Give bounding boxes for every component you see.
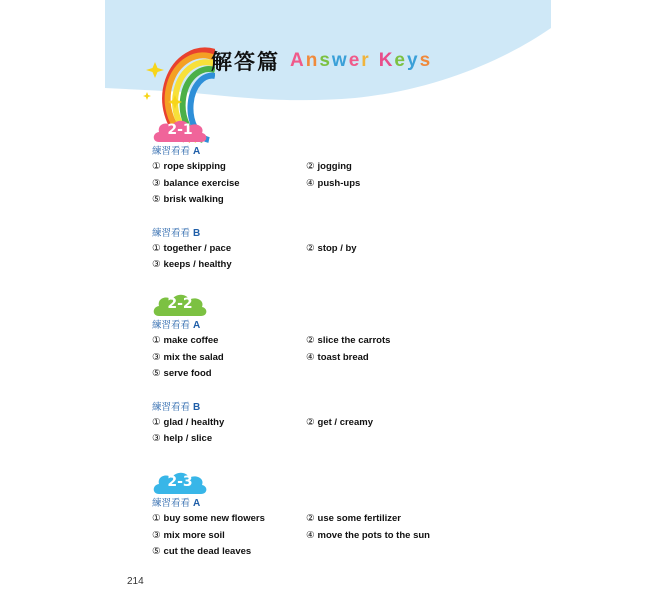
practice-heading	[152, 227, 532, 241]
answer-item	[306, 159, 476, 176]
answer-text: balance exercise	[163, 177, 240, 189]
answer-number: ③	[152, 433, 161, 445]
title-letter: A	[290, 50, 306, 71]
answer-text: keeps / healthy	[163, 259, 232, 271]
answer-number: ②	[306, 416, 315, 428]
practice-heading-letter: A	[193, 498, 201, 509]
answer-text: make coffee	[163, 335, 219, 346]
group-spacer	[152, 383, 532, 400]
answer-text: stop / by	[317, 242, 357, 254]
title-letter	[371, 50, 379, 72]
answer-number: ①	[152, 161, 161, 172]
answer-list	[152, 511, 532, 561]
answer-item	[152, 257, 306, 274]
answer-item	[152, 176, 306, 193]
answer-number: ③	[152, 177, 161, 189]
answer-item	[306, 241, 476, 258]
answer-section	[152, 118, 532, 274]
practice-heading-letter: A	[193, 320, 201, 331]
answer-list	[152, 159, 532, 209]
answer-number: ①	[152, 335, 161, 346]
title-letter: r	[361, 50, 371, 71]
answer-number: ①	[152, 416, 161, 428]
answer-text: rope skipping	[163, 161, 226, 172]
answer-item	[306, 528, 476, 545]
page-number: 214	[127, 576, 144, 587]
answer-number: ⑤	[152, 194, 161, 206]
answer-text: help / slice	[163, 433, 213, 445]
answer-item	[152, 350, 306, 367]
answer-number: ③	[152, 529, 161, 541]
answer-item	[306, 415, 476, 432]
practice-heading	[152, 319, 532, 333]
answer-text: push-ups	[317, 177, 361, 189]
title-letter: n	[305, 50, 320, 71]
section-cloud-badge	[151, 292, 209, 318]
answer-number: ②	[306, 161, 315, 172]
title-letter: w	[331, 50, 349, 71]
title-letter: K	[378, 50, 395, 71]
answer-item	[306, 176, 476, 193]
answer-item	[306, 350, 476, 367]
title-chinese: 解答篇	[211, 50, 280, 74]
answer-item	[152, 544, 306, 561]
answer-text: together / pace	[163, 242, 232, 254]
practice-heading	[152, 497, 532, 511]
answer-list	[152, 241, 532, 274]
title-letter: s	[319, 50, 332, 71]
answer-number: ④	[306, 177, 315, 189]
answer-text: use some fertilizer	[317, 513, 401, 524]
practice-heading-letter: A	[193, 146, 201, 157]
answer-text: brisk walking	[163, 194, 224, 206]
practice-heading-text: 練習看看	[152, 146, 191, 157]
answer-item	[152, 511, 306, 528]
answer-number: ④	[306, 529, 315, 541]
answer-list	[152, 415, 532, 448]
group-spacer	[152, 209, 532, 226]
practice-heading-letter: B	[193, 401, 201, 413]
practice-heading-text: 練習看看	[152, 498, 191, 509]
practice-heading-text: 練習看看	[152, 227, 191, 239]
answer-text: mix the salad	[163, 351, 224, 363]
answer-text: toast bread	[317, 351, 369, 363]
title-letter: y	[407, 50, 420, 71]
answer-text: buy some new flowers	[163, 513, 265, 524]
practice-heading-text: 練習看看	[152, 320, 191, 331]
answer-text: glad / healthy	[163, 416, 225, 428]
answer-text: jogging	[317, 161, 352, 172]
answer-text: get / creamy	[317, 416, 373, 428]
answer-item	[152, 415, 306, 432]
answer-text: slice the carrots	[317, 335, 391, 346]
answer-item	[306, 511, 476, 528]
answer-number: ②	[306, 242, 315, 254]
practice-heading-letter: B	[193, 227, 201, 239]
answer-text: serve food	[163, 368, 212, 380]
title-letter: e	[394, 50, 407, 71]
section-cloud-badge	[151, 470, 209, 496]
answer-item	[152, 241, 306, 258]
answer-list	[152, 333, 532, 383]
section-number: 2-2	[167, 296, 193, 312]
section-number: 2-1	[167, 122, 193, 138]
answer-number: ①	[152, 242, 161, 254]
answer-text: mix more soil	[163, 529, 225, 541]
answer-item	[152, 431, 306, 448]
answer-number: ②	[306, 335, 315, 346]
section-number: 2-3	[167, 474, 193, 490]
answer-number: ③	[152, 259, 161, 271]
answer-number: ③	[152, 351, 161, 363]
answer-number: ④	[306, 351, 315, 363]
answer-number: ②	[306, 513, 315, 524]
title-letter: s	[419, 50, 433, 71]
practice-heading	[152, 145, 532, 159]
answer-section	[152, 292, 532, 448]
answer-text: cut the dead leaves	[163, 546, 252, 558]
answer-item	[152, 159, 306, 176]
practice-heading-text: 練習看看	[152, 401, 191, 413]
practice-heading	[152, 401, 532, 415]
answer-number: ⑤	[152, 368, 161, 380]
title-letter: e	[348, 50, 362, 71]
answer-item	[152, 333, 306, 350]
title-english	[290, 50, 432, 72]
answer-text: move the pots to the sun	[317, 529, 430, 541]
answer-number: ⑤	[152, 546, 161, 558]
answer-item	[306, 333, 476, 350]
answer-number: ①	[152, 513, 161, 524]
section-cloud-badge	[151, 118, 209, 144]
answer-item	[152, 192, 306, 209]
page-title	[211, 44, 432, 78]
answer-key-page	[105, 0, 551, 609]
answer-section	[152, 470, 532, 561]
answer-item	[152, 528, 306, 545]
answer-item	[152, 366, 306, 383]
